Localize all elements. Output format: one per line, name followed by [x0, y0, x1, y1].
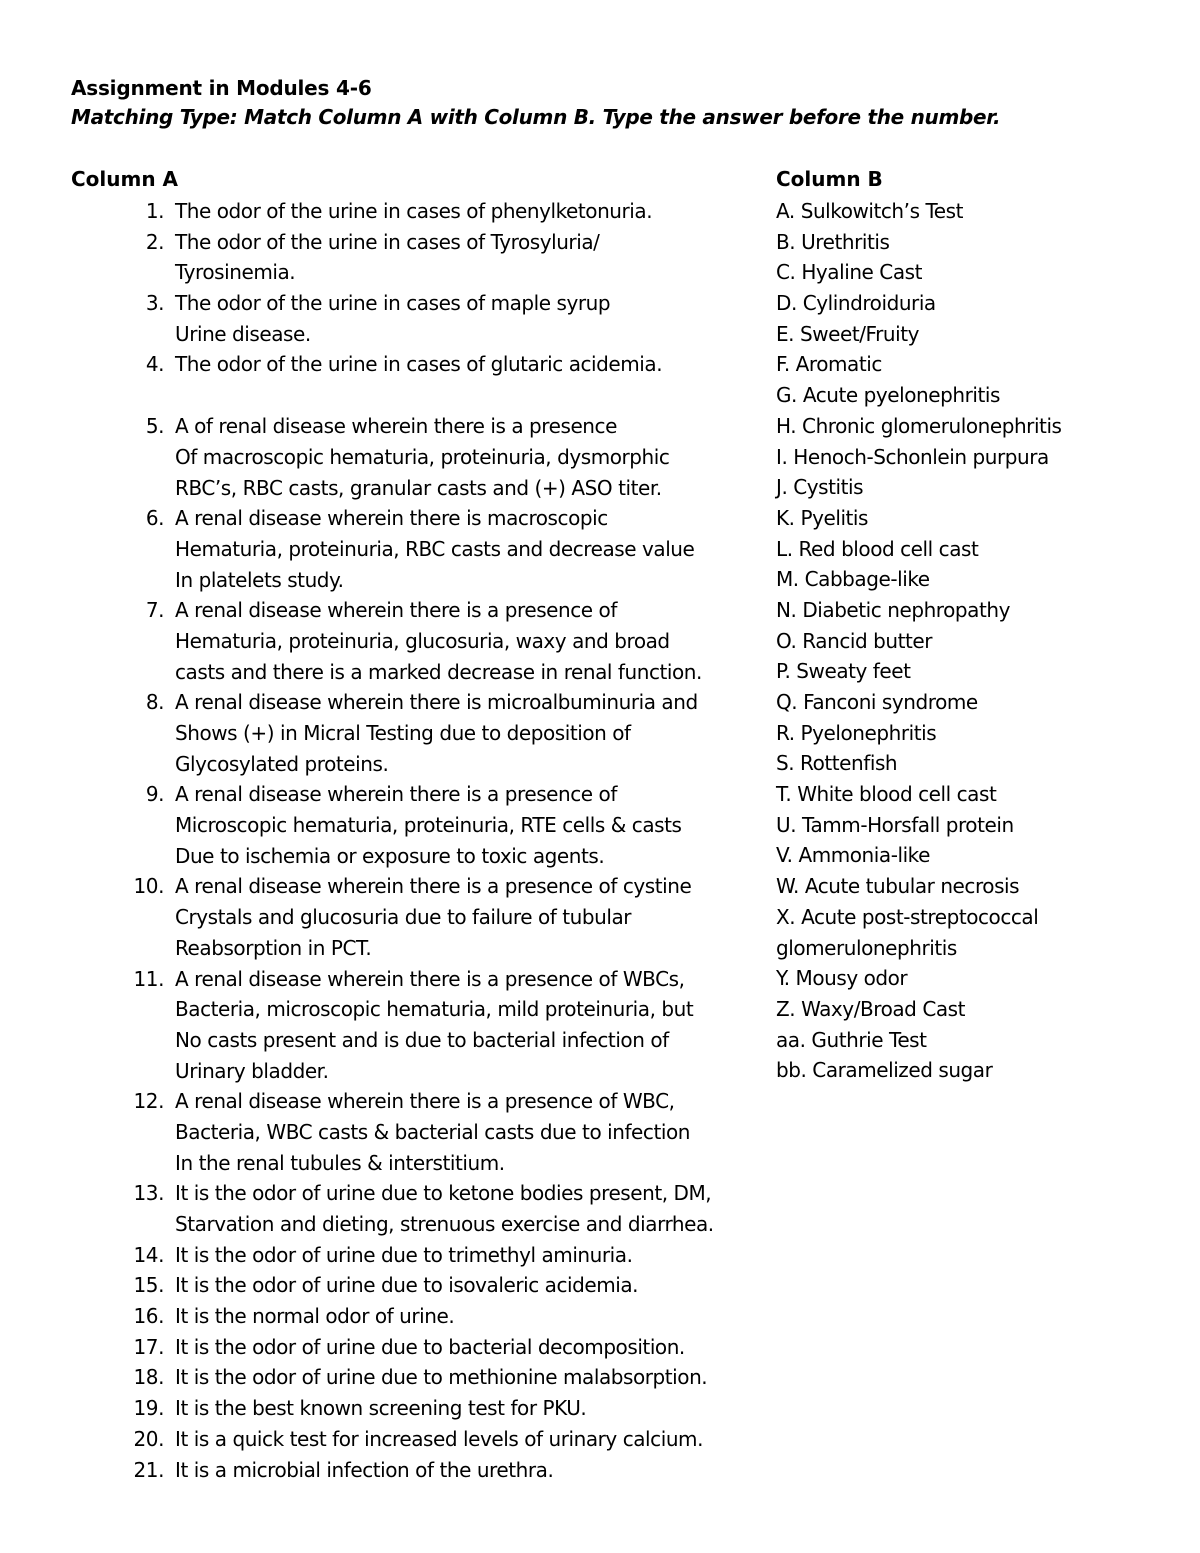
question-text [175, 1455, 770, 1486]
question-number: 11. [133, 966, 164, 991]
question-text [175, 1332, 770, 1363]
answer-option: M. Cabbage-like [776, 567, 930, 592]
question-line: Shows (+) in Micral Testing due to deposition of [175, 721, 631, 745]
question-line: A renal disease wherein there is a presence of [175, 598, 617, 623]
question-line: Crystals and glucosuria due to failure of tubular [175, 905, 632, 930]
question-item [0, 1362, 770, 1393]
question-item [0, 1455, 770, 1486]
answer-option: H. Chronic glomerulonephritis [776, 413, 1062, 438]
question-number: 6. [145, 506, 164, 531]
question-line: A renal disease wherein there is macroscopic [175, 506, 608, 531]
assignment-title: Assignment in Modules 4-6 [71, 76, 372, 100]
question-line: Glycosylated proteins. [175, 751, 389, 776]
question-line: The odor of the urine in cases of glutaric acidemia. [175, 352, 663, 377]
question-line: Reabsorption in PCT. [175, 935, 372, 960]
question-number: 7. [145, 598, 164, 623]
question-line: RBC’s, RBC casts, granular casts and (+) ASO titer. [175, 475, 662, 500]
question-text [175, 595, 770, 687]
question-number: 9. [145, 782, 164, 807]
question-text [175, 349, 770, 380]
answer-option: bb. Caramelized sugar [776, 1058, 993, 1083]
question-item [0, 1301, 770, 1332]
question-line: Hematuria, proteinuria, glucosuria, waxy and broad [175, 628, 670, 653]
answer-option: N. Diabetic nephropathy [776, 597, 1010, 622]
question-number: 14. [133, 1242, 164, 1267]
question-text [175, 1086, 770, 1178]
answer-option: Y. Mousy odor [776, 966, 908, 991]
question-item [0, 1332, 770, 1363]
answer-option: V. Ammonia-like [776, 843, 930, 868]
question-text [175, 1240, 770, 1271]
question-line: Urine disease. [175, 321, 311, 346]
question-item [0, 1240, 770, 1271]
question-line: It is the odor of urine due to isovaleric acidemia. [175, 1273, 639, 1298]
question-number: 15. [133, 1273, 164, 1298]
question-number: 12. [133, 1089, 164, 1114]
question-number: 13. [133, 1181, 164, 1206]
question-line: The odor of the urine in cases of phenylketonuria. [175, 199, 653, 223]
question-line: It is the odor of urine due to bacterial decomposition. [175, 1334, 685, 1359]
question-number: 1. [145, 199, 164, 223]
question-item [0, 1270, 770, 1301]
answer-option: J. Cystitis [776, 475, 864, 500]
answer-option: C. Hyaline Cast [776, 260, 922, 285]
column-a-heading: Column A [71, 167, 179, 191]
section-gap [0, 380, 770, 411]
answer-option: E. Sweet/Fruity [776, 321, 920, 346]
question-line: It is the odor of urine due to ketone bodies present, DM, [175, 1181, 712, 1206]
question-text [175, 964, 770, 1087]
question-line: It is the odor of urine due to trimethyl aminuria. [175, 1242, 633, 1267]
answer-option: G. Acute pyelonephritis [776, 383, 1000, 408]
question-line: Urinary bladder. [175, 1058, 329, 1083]
question-text [175, 1424, 770, 1455]
question-line: casts and there is a marked decrease in renal function. [175, 659, 702, 684]
question-number: 4. [145, 352, 164, 377]
answer-option: T. White blood cell cast [776, 782, 997, 807]
question-line: A renal disease wherein there is a presence of WBCs, [175, 966, 685, 991]
answer-option: aa. Guthrie Test [776, 1027, 927, 1052]
question-item [0, 503, 770, 595]
question-item [0, 196, 770, 227]
answer-option: O. Rancid butter [776, 628, 933, 653]
question-text [175, 871, 770, 963]
answer-option: X. Acute post-streptococcal [776, 904, 1039, 929]
question-item [0, 964, 770, 1087]
question-line: Bacteria, microscopic hematuria, mild proteinuria, but [175, 997, 694, 1022]
question-item [0, 1178, 770, 1239]
question-line: It is the best known screening test for PKU. [175, 1396, 587, 1421]
answer-option: glomerulonephritis [776, 935, 957, 960]
answer-option: K. Pyelitis [776, 505, 869, 530]
question-line: It is the normal odor of urine. [175, 1304, 455, 1329]
question-item [0, 779, 770, 871]
question-item [0, 1393, 770, 1424]
question-line: It is a microbial infection of the urethra. [175, 1457, 554, 1482]
matching-instructions: Matching Type: Match Column A with Column B. Type the answer before the number. [71, 105, 1001, 129]
question-number: 3. [145, 291, 164, 316]
question-item [0, 411, 770, 503]
question-item [0, 1424, 770, 1455]
question-item [0, 687, 770, 779]
question-number: 16. [133, 1304, 164, 1329]
question-line: A renal disease wherein there is microalbuminuria and [175, 690, 698, 715]
question-item [0, 349, 770, 380]
question-line: A of renal disease wherein there is a presence [175, 414, 617, 439]
question-line: It is a quick test for increased levels of urinary calcium. [175, 1426, 703, 1451]
question-text [175, 503, 770, 595]
question-line: A renal disease wherein there is a presence of WBC, [175, 1089, 675, 1114]
answer-option: D. Cylindroiduria [776, 291, 936, 316]
question-line: No casts present and is due to bacterial infection of [175, 1027, 669, 1052]
question-line: It is the odor of urine due to methionine malabsorption. [175, 1365, 708, 1390]
question-item [0, 288, 770, 349]
answer-option: P. Sweaty feet [776, 659, 911, 684]
question-line: A renal disease wherein there is a presence of cystine [175, 874, 692, 899]
question-line: In platelets study. [175, 567, 344, 592]
question-text [175, 227, 770, 288]
question-text [175, 779, 770, 871]
question-item [0, 227, 770, 288]
question-text [175, 196, 770, 227]
question-text [175, 1393, 770, 1424]
question-number: 21. [133, 1457, 164, 1482]
answer-option: L. Red blood cell cast [776, 536, 979, 561]
answer-option: B. Urethritis [776, 229, 890, 254]
question-number: 8. [145, 690, 164, 715]
question-number: 10. [133, 874, 164, 899]
answer-option: R. Pyelonephritis [776, 720, 937, 745]
column-b-list [776, 196, 1196, 1086]
question-line: A renal disease wherein there is a presence of [175, 782, 617, 807]
question-item [0, 871, 770, 963]
question-number: 18. [133, 1365, 164, 1390]
question-line: Due to ischemia or exposure to toxic agents. [175, 843, 605, 868]
answer-option: Z. Waxy/Broad Cast [776, 996, 966, 1021]
question-line: Of macroscopic hematuria, proteinuria, dysmorphic [175, 444, 670, 469]
answer-option: S. Rottenfish [776, 751, 898, 776]
question-line: In the renal tubules & interstitium. [175, 1150, 505, 1175]
answer-option: Q. Fanconi syndrome [776, 690, 978, 714]
column-b-heading: Column B [776, 167, 883, 191]
answer-option: A. Sulkowitch’s Test [776, 199, 964, 223]
question-text [175, 1301, 770, 1332]
answer-option: U. Tamm-Horsfall protein [776, 812, 1014, 837]
question-item [0, 595, 770, 687]
question-line: Hematuria, proteinuria, RBC casts and decrease value [175, 536, 695, 561]
question-text [175, 1270, 770, 1301]
answer-option: I. Henoch-Schonlein purpura [776, 444, 1049, 469]
question-text [175, 687, 770, 779]
question-number: 5. [145, 414, 164, 439]
question-line: Starvation and dieting, strenuous exercise and diarrhea. [175, 1212, 714, 1236]
question-line: Microscopic hematuria, proteinuria, RTE cells & casts [175, 813, 682, 838]
answer-option: W. Acute tubular necrosis [776, 874, 1020, 899]
question-text [175, 1178, 770, 1239]
question-number: 17. [133, 1334, 164, 1359]
question-number: 2. [145, 229, 164, 254]
question-line: The odor of the urine in cases of maple syrup [175, 291, 611, 316]
question-number: 20. [133, 1426, 164, 1451]
question-text [175, 288, 770, 349]
question-item [0, 1086, 770, 1178]
question-line: Bacteria, WBC casts & bacterial casts due to infection [175, 1119, 690, 1144]
column-a-list [0, 196, 770, 1485]
answer-option: F. Aromatic [776, 352, 882, 377]
question-text [175, 1362, 770, 1393]
question-text [175, 411, 770, 503]
question-line: Tyrosinemia. [175, 260, 296, 285]
question-line: The odor of the urine in cases of Tyrosyluria/ [175, 229, 600, 254]
question-number: 19. [133, 1396, 164, 1421]
